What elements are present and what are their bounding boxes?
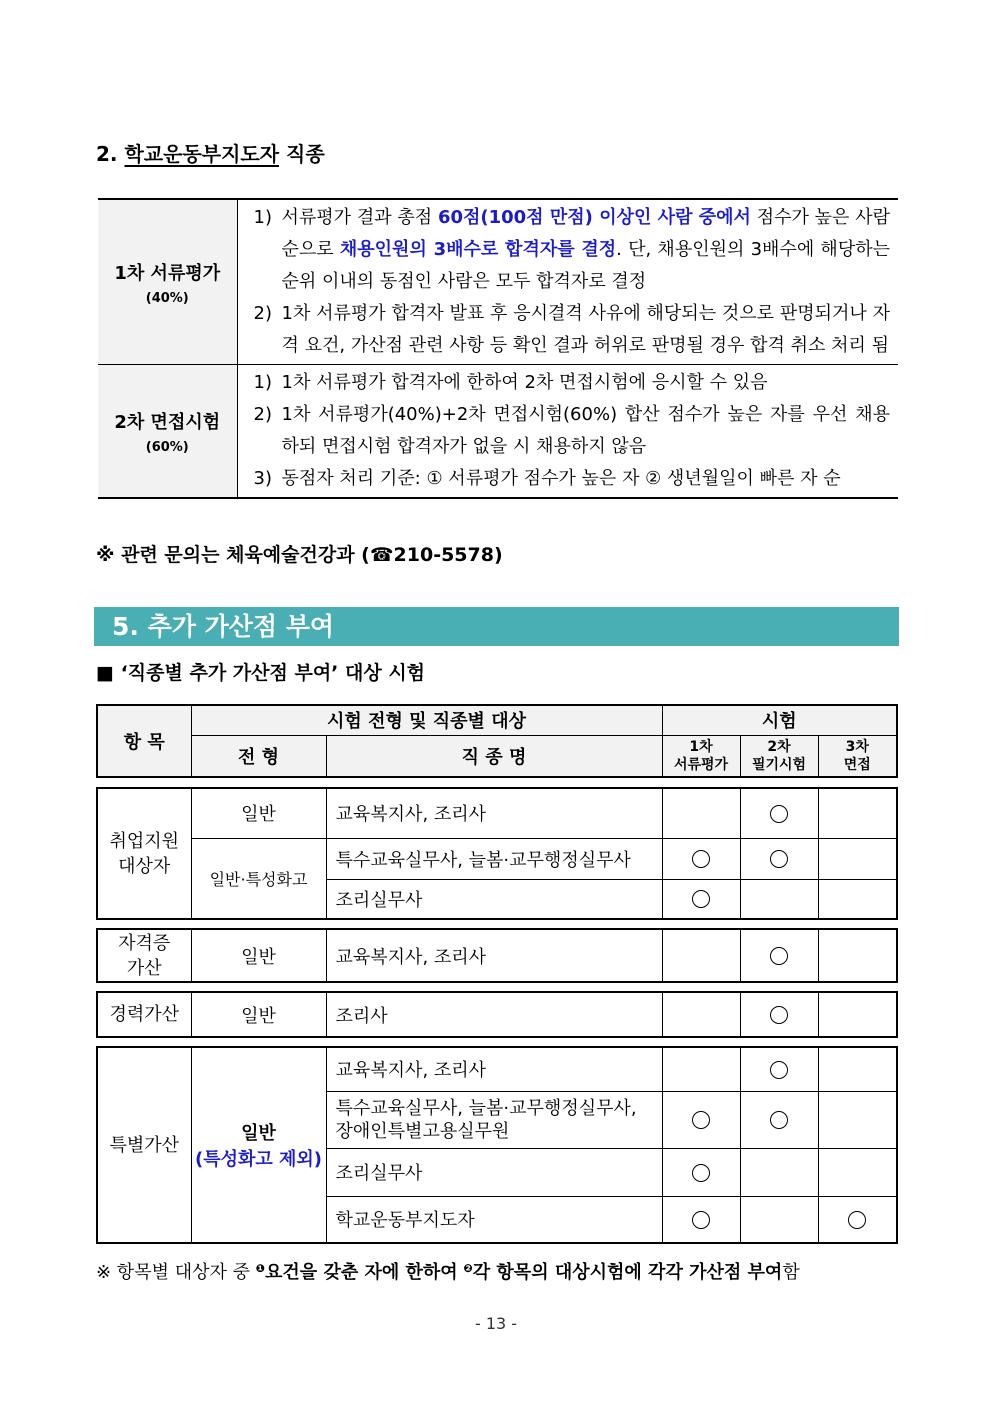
selection-process-table bbox=[98, 198, 898, 499]
header-job: 직 종 명 bbox=[326, 735, 662, 777]
bonus-table-header bbox=[96, 704, 898, 778]
category-cell bbox=[97, 929, 191, 982]
exam3-cell bbox=[818, 788, 897, 838]
category-line: 자격증 bbox=[118, 932, 171, 954]
exam2-cell bbox=[740, 788, 818, 838]
circle-mark-icon bbox=[770, 850, 788, 868]
job-cell: 특수교육실무사, 늘봄·교무행정실무사 bbox=[326, 838, 662, 879]
exam1-cell bbox=[662, 1047, 740, 1091]
exam1-cell bbox=[662, 788, 740, 838]
page-number: - 13 - bbox=[474, 1314, 518, 1333]
item-number: 3) bbox=[253, 468, 272, 489]
item-number: 1) bbox=[253, 372, 272, 393]
category-line: 취업지원 bbox=[109, 830, 180, 852]
item-number: 2) bbox=[253, 404, 272, 425]
list-item bbox=[254, 463, 891, 495]
table-row bbox=[97, 838, 897, 879]
header-exam-1-type: 서류평가 bbox=[673, 756, 729, 773]
header-exam-1 bbox=[662, 735, 740, 777]
category-cell: 특별가산 bbox=[97, 1047, 191, 1243]
note-text: ※ 항목별 대상자 중 bbox=[96, 1262, 256, 1283]
bonus-group-career bbox=[96, 991, 898, 1038]
exam1-cell bbox=[662, 1196, 740, 1243]
bonus-group-special bbox=[96, 1046, 898, 1244]
exam1-cell bbox=[662, 929, 740, 982]
stage-cell: 일반 bbox=[191, 992, 326, 1037]
exam2-cell bbox=[740, 1148, 818, 1196]
list-item bbox=[254, 399, 891, 463]
stage-row-1 bbox=[98, 199, 898, 365]
header-exam: 시험 bbox=[662, 705, 897, 735]
job-cell: 학교운동부지도자 bbox=[326, 1196, 662, 1243]
stage-label: 2차 면접시험 bbox=[114, 411, 221, 433]
job-cell: 조리사 bbox=[326, 992, 662, 1037]
stage-label-cell bbox=[98, 199, 237, 365]
circle-mark-icon bbox=[692, 1211, 710, 1229]
item-number: 2) bbox=[253, 303, 272, 324]
stage-weight: (40%) bbox=[145, 290, 189, 306]
header-exam-3-type: 면접 bbox=[843, 756, 871, 773]
item-text bbox=[282, 202, 891, 298]
header-exam-2-round: 2차 bbox=[767, 738, 791, 755]
exam2-cell bbox=[740, 879, 818, 919]
stage-content bbox=[237, 199, 898, 365]
text-part: 점수가 높은 사람 순으로 bbox=[281, 207, 890, 260]
circle-mark-icon bbox=[692, 890, 710, 908]
stage-line-note: (특성화고 제외) bbox=[194, 1149, 323, 1170]
category-line: 대상자 bbox=[118, 855, 171, 877]
circle-mark-icon bbox=[692, 850, 710, 868]
circle-mark-icon bbox=[770, 805, 788, 823]
table-row bbox=[97, 929, 897, 982]
stage-line: 일반 bbox=[241, 1123, 276, 1144]
note-marker: ❶ bbox=[255, 1262, 266, 1275]
note-marker: ❷ bbox=[463, 1262, 473, 1275]
stage-cell bbox=[191, 1047, 326, 1243]
circle-mark-icon bbox=[770, 947, 788, 965]
exam2-cell bbox=[740, 1196, 818, 1243]
inquiry-note: ※ 관련 문의는 체육예술건강과 (☎210-5578) bbox=[96, 544, 503, 566]
section-2-heading bbox=[96, 138, 325, 167]
list-item bbox=[254, 298, 891, 362]
exam2-cell bbox=[740, 992, 818, 1037]
list-item bbox=[254, 367, 891, 399]
note-emphasis: 각 항목의 대상시험에 각각 가산점 부여 bbox=[472, 1262, 783, 1283]
job-line: 특수교육실무사, 늘봄·교무행정실무사, bbox=[335, 1097, 637, 1119]
table-row bbox=[97, 992, 897, 1037]
circle-mark-icon bbox=[848, 1211, 866, 1229]
exam3-cell bbox=[818, 879, 897, 919]
text-part: . 단, 채용인원의 3배수에 해당하는 순위 이내의 동점인 사람은 모두 합격자로 결정 bbox=[281, 239, 890, 292]
exam3-cell bbox=[818, 1196, 897, 1243]
list-item bbox=[254, 202, 891, 298]
note-text: 함 bbox=[782, 1262, 800, 1283]
circle-mark-icon bbox=[692, 1111, 710, 1129]
section-title-underlined: 학교운동부지도자 bbox=[124, 142, 280, 166]
bonus-footnote bbox=[96, 1258, 800, 1284]
bonus-group-employment-support bbox=[96, 787, 898, 920]
exam2-cell bbox=[740, 838, 818, 879]
text-part: 서류평가 결과 총점 bbox=[281, 207, 438, 228]
exam3-cell bbox=[818, 1148, 897, 1196]
stage-label: 1차 서류평가 bbox=[114, 262, 221, 284]
exam1-cell bbox=[662, 879, 740, 919]
circle-mark-icon bbox=[770, 1061, 788, 1079]
item-text: 1차 서류평가(40%)+2차 면접시험(60%) 합산 점수가 높은 자를 우선 채용하되 면접시험 합격자가 없을 시 채용하지 않음 bbox=[281, 404, 890, 457]
circle-mark-icon bbox=[692, 1164, 710, 1182]
highlight-text: 60점(100점 만점) 이상인 사람 중에서 bbox=[437, 207, 751, 228]
exam1-cell bbox=[662, 992, 740, 1037]
header-item: 항 목 bbox=[97, 705, 191, 777]
header-stage: 전 형 bbox=[191, 735, 326, 777]
item-text: 1차 서류평가 합격자 발표 후 응시결격 사유에 해당되는 것으로 판명되거나 자격 요건, 가산점 관련 사항 등 확인 결과 허위로 판명될 경우 합격 취소 처리 됨 bbox=[281, 303, 890, 356]
header-exam-1-round: 1차 bbox=[689, 738, 713, 755]
section-5-banner: 5. 추가 가산점 부여 bbox=[94, 607, 899, 646]
stage-cell: 일반 bbox=[191, 788, 326, 838]
exam2-cell bbox=[740, 1047, 818, 1091]
bonus-group-certificate bbox=[96, 928, 898, 983]
job-cell: 조리실무사 bbox=[326, 879, 662, 919]
target-exam-subheading: ■ ‘직종별 추가 가산점 부여’ 대상 시험 bbox=[96, 662, 426, 684]
stage-label-cell bbox=[98, 365, 237, 499]
section-title-rest: 직종 bbox=[286, 142, 325, 166]
table-row bbox=[97, 1047, 897, 1091]
job-line: 장애인특별고용실무원 bbox=[335, 1120, 510, 1142]
circle-mark-icon bbox=[770, 1111, 788, 1129]
note-emphasis: 요건을 갖춘 자에 한하여 bbox=[265, 1262, 458, 1283]
exam2-cell bbox=[740, 929, 818, 982]
job-cell: 교육복지사, 조리사 bbox=[326, 1047, 662, 1091]
section-number: 2. bbox=[96, 142, 118, 166]
header-exam-3-round: 3차 bbox=[845, 738, 869, 755]
exam1-cell bbox=[662, 1148, 740, 1196]
header-exam-2-type: 필기시험 bbox=[751, 756, 807, 773]
header-group: 시험 전형 및 직종별 대상 bbox=[191, 705, 662, 735]
item-text: 동점자 처리 기준: ① 서류평가 점수가 높은 자 ② 생년월일이 빠른 자 순 bbox=[281, 468, 841, 489]
category-cell: 경력가산 bbox=[97, 992, 191, 1037]
exam3-cell bbox=[818, 838, 897, 879]
category-cell bbox=[97, 788, 191, 919]
exam3-cell bbox=[818, 992, 897, 1037]
exam3-cell bbox=[818, 1091, 897, 1148]
exam1-cell bbox=[662, 838, 740, 879]
job-cell bbox=[326, 1091, 662, 1148]
header-exam-3 bbox=[818, 735, 897, 777]
exam2-cell bbox=[740, 1091, 818, 1148]
item-number: 1) bbox=[253, 207, 272, 228]
highlight-text: 채용인원의 3배수로 합격자를 결정 bbox=[339, 239, 617, 260]
table-row bbox=[97, 788, 897, 838]
exam3-cell bbox=[818, 1047, 897, 1091]
category-line: 가산 bbox=[126, 957, 162, 979]
stage-content bbox=[237, 365, 898, 499]
stage-cell: 일반 bbox=[191, 929, 326, 982]
job-cell: 조리실무사 bbox=[326, 1148, 662, 1196]
job-cell: 교육복지사, 조리사 bbox=[326, 929, 662, 982]
header-exam-2 bbox=[740, 735, 818, 777]
exam3-cell bbox=[818, 929, 897, 982]
circle-mark-icon bbox=[770, 1006, 788, 1024]
stage-cell: 일반·특성화고 bbox=[191, 838, 326, 919]
stage-weight: (60%) bbox=[145, 439, 189, 455]
exam1-cell bbox=[662, 1091, 740, 1148]
job-cell: 교육복지사, 조리사 bbox=[326, 788, 662, 838]
item-text: 1차 서류평가 합격자에 한하여 2차 면접시험에 응시할 수 있음 bbox=[281, 372, 768, 393]
stage-row-2 bbox=[98, 365, 898, 499]
